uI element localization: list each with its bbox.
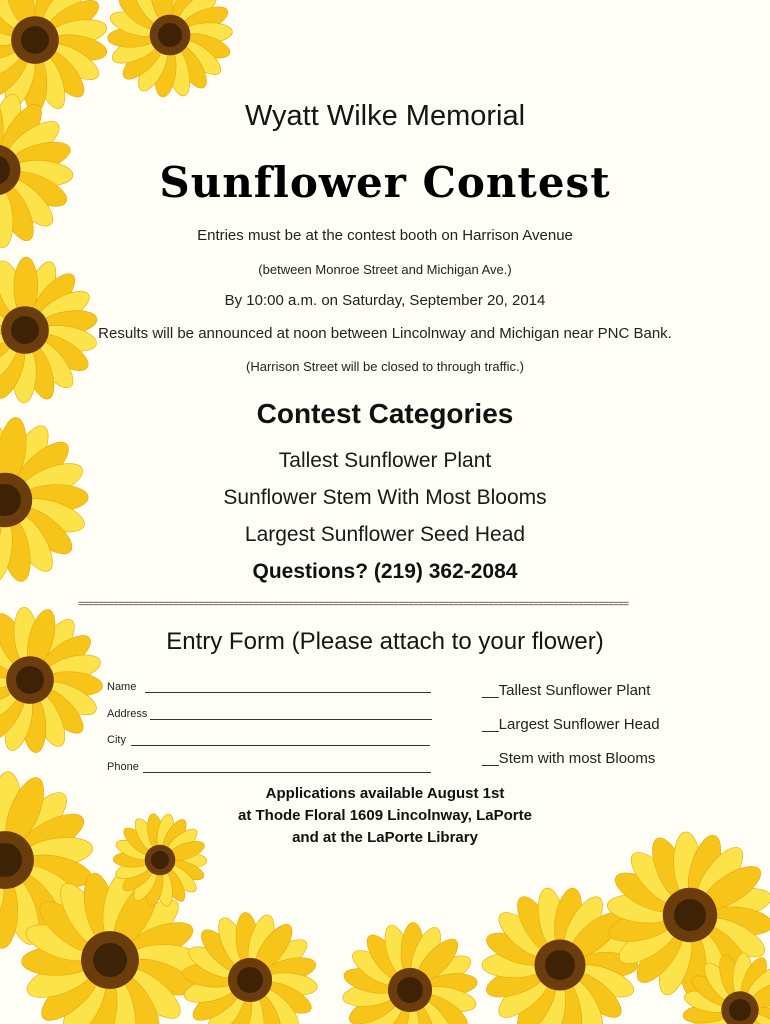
option-largest-head[interactable]: __Largest Sunflower Head: [482, 716, 660, 733]
applications-line-2: at Thode Floral 1609 Lincolnway, LaPorte: [238, 807, 532, 824]
sunflower-decoration: [107, 0, 233, 98]
entries-location-text: Entries must be at the contest booth on Harrison Avenue: [197, 227, 573, 244]
applications-line-1: Applications available August 1st: [265, 785, 505, 802]
separator-line: ==============================================================================================================: [78, 600, 629, 611]
applications-line-3: and at the LaPorte Library: [292, 829, 478, 846]
phone-field-label: Phone: [107, 761, 139, 773]
results-text: Results will be announced at noon between Lincolnway and Michigan near PNC Bank.: [98, 325, 672, 342]
questions-phone: Questions? (219) 362-2084: [252, 560, 518, 583]
name-field-line[interactable]: [145, 692, 431, 693]
street-closure-text: (Harrison Street will be closed to through traffic.): [246, 359, 524, 374]
address-field-label: Address: [107, 708, 148, 720]
category-item: Sunflower Stem With Most Blooms: [223, 486, 547, 509]
address-field-line[interactable]: [150, 719, 432, 720]
phone-field-line[interactable]: [143, 772, 431, 773]
category-item: Tallest Sunflower Plant: [278, 449, 492, 472]
deadline-text: By 10:00 a.m. on Saturday, September 20, 2014: [224, 292, 546, 309]
city-field-line[interactable]: [131, 745, 430, 746]
category-item: Largest Sunflower Seed Head: [244, 523, 526, 546]
between-streets-text: (between Monroe Street and Michigan Ave.): [258, 262, 512, 277]
city-field-label: City: [107, 734, 126, 746]
sunflower-decoration: [342, 922, 479, 1024]
memorial-title: Wyatt Wilke Memorial: [244, 100, 526, 132]
sunflower-decoration: [182, 912, 319, 1024]
option-most-blooms[interactable]: __Stem with most Blooms: [482, 750, 656, 767]
option-tallest-plant[interactable]: __Tallest Sunflower Plant: [482, 682, 651, 699]
name-field-label: Name: [107, 681, 137, 693]
categories-heading: Contest Categories: [256, 398, 514, 429]
entry-form-heading: Entry Form (Please attach to your flower): [166, 628, 604, 655]
contest-title: Sunflower Contest: [159, 158, 611, 207]
